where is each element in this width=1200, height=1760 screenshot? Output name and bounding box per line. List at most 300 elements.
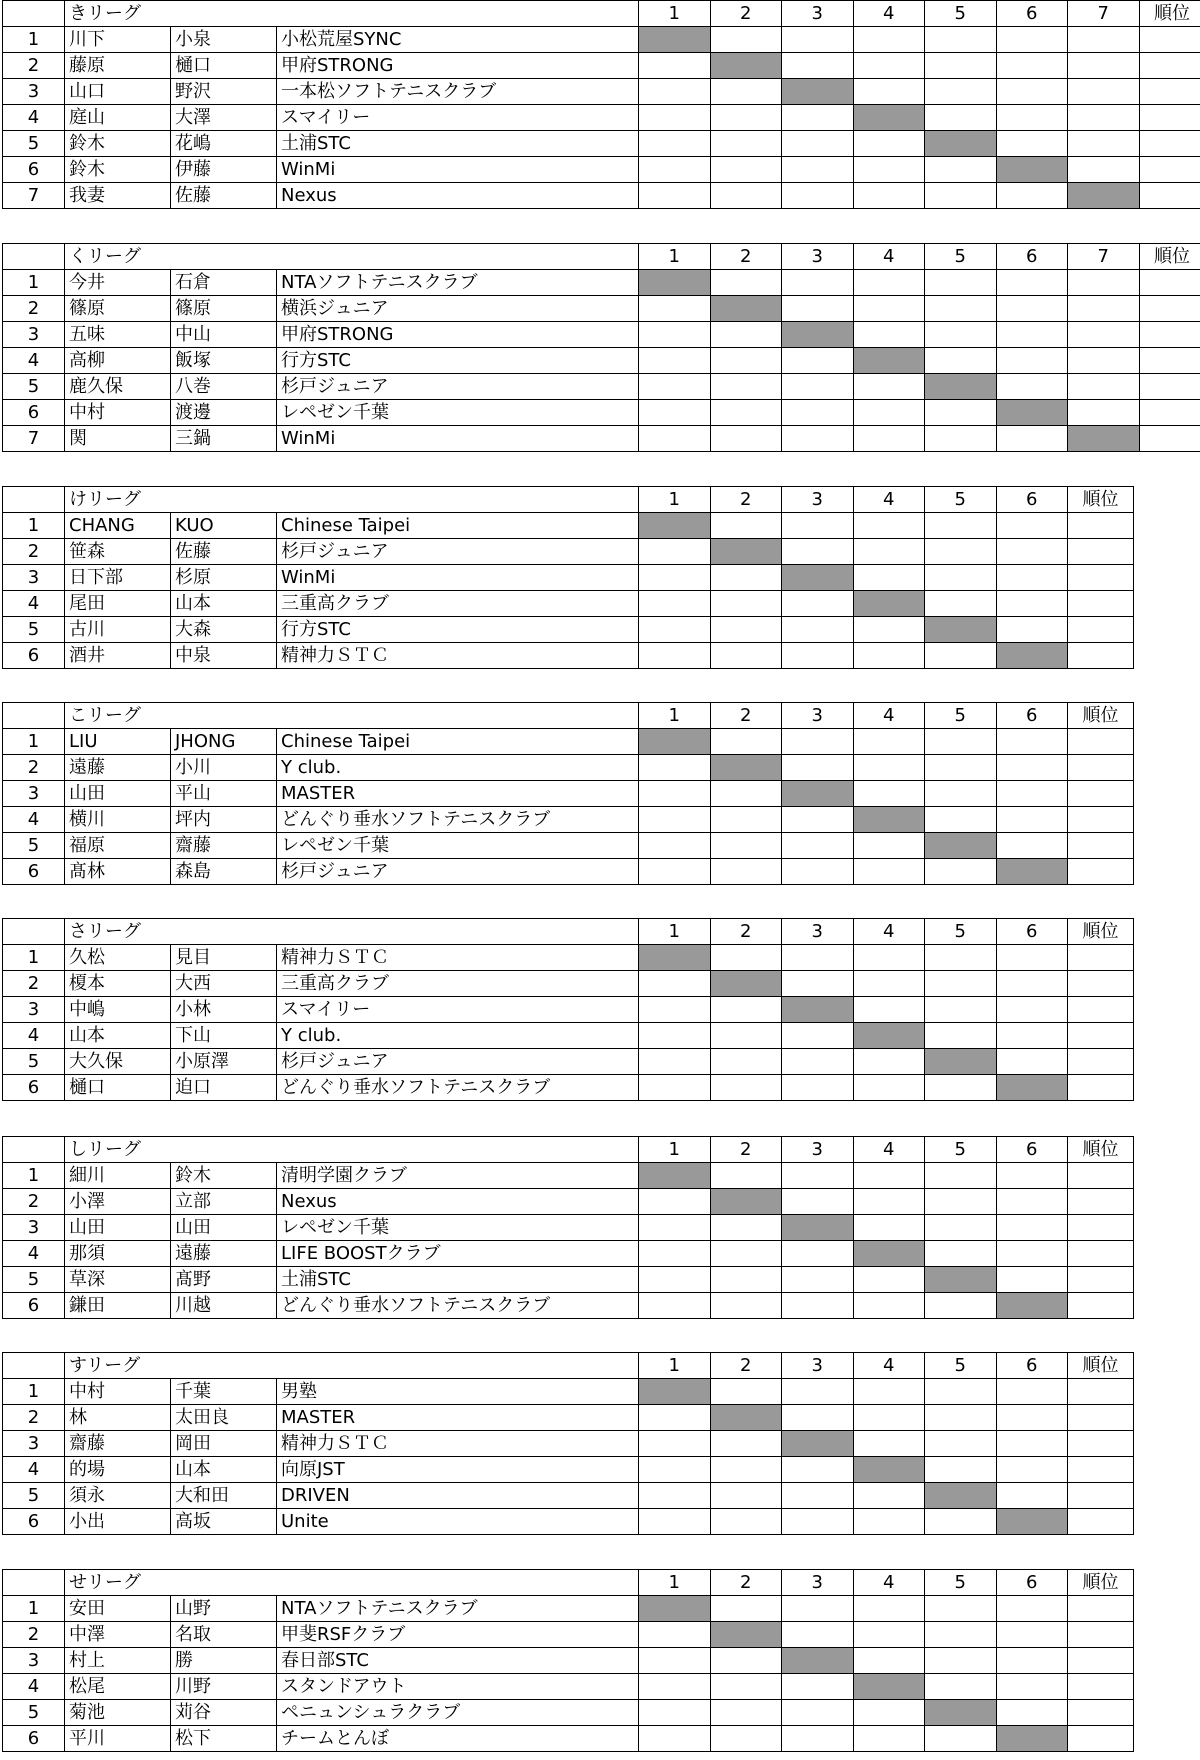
match-result-cell	[639, 1431, 711, 1457]
match-column-header: 6	[996, 1137, 1068, 1163]
match-column-header: 2	[710, 703, 782, 729]
table-row	[3, 348, 1200, 374]
match-result-cell	[639, 1648, 711, 1674]
rank-cell	[1068, 1075, 1134, 1101]
match-result-cell	[996, 565, 1068, 591]
self-match-cell	[782, 1648, 854, 1674]
team-name: 小松荒屋SYNC	[277, 27, 639, 53]
entry-number: 2	[3, 53, 65, 79]
entry-number: 1	[3, 1596, 65, 1622]
match-result-cell	[853, 53, 925, 79]
table-row	[3, 1215, 1134, 1241]
rank-cell	[1068, 1049, 1134, 1075]
player-1-name: CHANG	[65, 513, 171, 539]
match-result-cell	[710, 1648, 782, 1674]
match-result-cell	[853, 79, 925, 105]
match-result-cell	[639, 565, 711, 591]
player-2-name: 松下	[171, 1726, 277, 1752]
match-result-cell	[925, 539, 997, 565]
player-2-name: 勝	[171, 1648, 277, 1674]
match-column-header: 6	[996, 1570, 1068, 1596]
self-match-cell	[782, 1431, 854, 1457]
table-row	[3, 1163, 1134, 1189]
rank-cell	[1068, 1267, 1134, 1293]
match-result-cell	[710, 1674, 782, 1700]
match-column-header: 7	[1068, 1, 1140, 27]
league-header-row	[3, 1137, 1134, 1163]
self-match-cell	[996, 859, 1068, 885]
player-1-name: 酒井	[65, 643, 171, 669]
entry-number: 1	[3, 1379, 65, 1405]
match-result-cell	[925, 781, 997, 807]
match-result-cell	[925, 322, 997, 348]
match-result-cell	[925, 1379, 997, 1405]
match-result-cell	[996, 617, 1068, 643]
self-match-cell	[782, 1215, 854, 1241]
match-result-cell	[710, 374, 782, 400]
match-result-cell	[996, 426, 1068, 452]
entry-number: 6	[3, 1075, 65, 1101]
match-column-header: 2	[710, 487, 782, 513]
entry-number: 2	[3, 296, 65, 322]
match-result-cell	[639, 131, 711, 157]
match-result-cell	[710, 27, 782, 53]
player-2-name: 大澤	[171, 105, 277, 131]
self-match-cell	[639, 945, 711, 971]
match-result-cell	[925, 1241, 997, 1267]
match-column-header: 5	[925, 487, 997, 513]
match-result-cell	[996, 131, 1068, 157]
rank-cell	[1139, 183, 1200, 209]
league-header-row	[3, 244, 1200, 270]
team-name: WinMi	[277, 157, 639, 183]
player-1-name: 細川	[65, 1163, 171, 1189]
match-result-cell	[639, 833, 711, 859]
player-2-name: 山田	[171, 1215, 277, 1241]
header-blank-cell	[3, 1570, 65, 1596]
team-name: ペニュンシュラクラブ	[277, 1700, 639, 1726]
table-row	[3, 79, 1200, 105]
match-result-cell	[853, 1189, 925, 1215]
match-result-cell	[996, 1622, 1068, 1648]
self-match-cell	[782, 322, 854, 348]
match-result-cell	[782, 1726, 854, 1752]
team-name: 三重高クラブ	[277, 971, 639, 997]
match-column-header: 5	[925, 1353, 997, 1379]
player-1-name: 尾田	[65, 591, 171, 617]
player-1-name: 平川	[65, 1726, 171, 1752]
rank-cell	[1068, 1163, 1134, 1189]
match-result-cell	[853, 643, 925, 669]
match-result-cell	[782, 755, 854, 781]
match-result-cell	[782, 1700, 854, 1726]
rank-cell	[1068, 617, 1134, 643]
match-result-cell	[639, 1215, 711, 1241]
team-name: 甲斐RSFクラブ	[277, 1622, 639, 1648]
match-result-cell	[710, 79, 782, 105]
match-result-cell	[925, 426, 997, 452]
match-result-cell	[710, 945, 782, 971]
match-column-header: 2	[710, 1353, 782, 1379]
match-result-cell	[782, 1293, 854, 1319]
match-result-cell	[996, 1379, 1068, 1405]
rank-cell	[1068, 1189, 1134, 1215]
match-result-cell	[853, 729, 925, 755]
match-result-cell	[925, 79, 997, 105]
entry-number: 4	[3, 807, 65, 833]
player-1-name: 福原	[65, 833, 171, 859]
table-row	[3, 781, 1134, 807]
rank-cell	[1068, 1379, 1134, 1405]
team-name: レペゼン千葉	[277, 833, 639, 859]
entry-number: 7	[3, 183, 65, 209]
entry-number: 4	[3, 1241, 65, 1267]
table-row	[3, 1700, 1134, 1726]
match-column-header: 5	[925, 703, 997, 729]
match-result-cell	[782, 27, 854, 53]
match-column-header: 1	[639, 244, 711, 270]
match-result-cell	[710, 1241, 782, 1267]
table-row	[3, 1405, 1134, 1431]
match-result-cell	[782, 971, 854, 997]
match-result-cell	[925, 1726, 997, 1752]
league-name: けリーグ	[65, 487, 639, 513]
player-1-name: 山本	[65, 1023, 171, 1049]
entry-number: 4	[3, 1023, 65, 1049]
player-2-name: 見目	[171, 945, 277, 971]
rank-cell	[1068, 729, 1134, 755]
table-row	[3, 296, 1200, 322]
match-result-cell	[925, 997, 997, 1023]
player-1-name: 中嶋	[65, 997, 171, 1023]
match-result-cell	[853, 617, 925, 643]
match-result-cell	[782, 1075, 854, 1101]
match-result-cell	[1068, 157, 1140, 183]
match-result-cell	[639, 755, 711, 781]
team-name: 三重高クラブ	[277, 591, 639, 617]
table-row	[3, 105, 1200, 131]
match-result-cell	[782, 400, 854, 426]
team-name: MASTER	[277, 781, 639, 807]
match-result-cell	[639, 1075, 711, 1101]
team-name: Y club.	[277, 755, 639, 781]
rank-cell	[1068, 1431, 1134, 1457]
match-result-cell	[1068, 348, 1140, 374]
match-column-header: 6	[996, 244, 1068, 270]
league-table	[2, 1352, 1134, 1535]
match-result-cell	[782, 374, 854, 400]
match-result-cell	[925, 400, 997, 426]
team-name: 甲府STRONG	[277, 53, 639, 79]
match-result-cell	[996, 833, 1068, 859]
match-result-cell	[639, 322, 711, 348]
player-1-name: 髙林	[65, 859, 171, 885]
player-2-name: 杉原	[171, 565, 277, 591]
player-1-name: 鎌田	[65, 1293, 171, 1319]
rank-column-header: 順位	[1139, 1, 1200, 27]
match-result-cell	[925, 755, 997, 781]
entry-number: 6	[3, 643, 65, 669]
match-result-cell	[925, 643, 997, 669]
match-result-cell	[853, 833, 925, 859]
self-match-cell	[710, 539, 782, 565]
match-result-cell	[710, 513, 782, 539]
self-match-cell	[710, 971, 782, 997]
self-match-cell	[639, 513, 711, 539]
match-result-cell	[782, 157, 854, 183]
league-name: くリーグ	[65, 244, 639, 270]
table-row	[3, 131, 1200, 157]
match-result-cell	[996, 971, 1068, 997]
match-result-cell	[639, 1049, 711, 1075]
match-column-header: 1	[639, 1570, 711, 1596]
player-2-name: 齋藤	[171, 833, 277, 859]
player-2-name: 小原澤	[171, 1049, 277, 1075]
self-match-cell	[639, 27, 711, 53]
match-result-cell	[925, 296, 997, 322]
match-result-cell	[853, 513, 925, 539]
self-match-cell	[1068, 183, 1140, 209]
match-result-cell	[710, 833, 782, 859]
entry-number: 5	[3, 1049, 65, 1075]
match-result-cell	[853, 1163, 925, 1189]
league-table	[2, 918, 1134, 1101]
player-1-name: LIU	[65, 729, 171, 755]
player-2-name: 小川	[171, 755, 277, 781]
match-result-cell	[639, 400, 711, 426]
match-result-cell	[925, 1293, 997, 1319]
table-row	[3, 1457, 1134, 1483]
match-result-cell	[853, 1622, 925, 1648]
match-result-cell	[710, 591, 782, 617]
team-name: Nexus	[277, 183, 639, 209]
entry-number: 4	[3, 105, 65, 131]
entry-number: 6	[3, 1509, 65, 1535]
match-result-cell	[925, 513, 997, 539]
match-result-cell	[710, 131, 782, 157]
player-1-name: 樋口	[65, 1075, 171, 1101]
player-1-name: 村上	[65, 1648, 171, 1674]
team-name: 男塾	[277, 1379, 639, 1405]
match-result-cell	[925, 1674, 997, 1700]
player-1-name: 中村	[65, 400, 171, 426]
league-table	[2, 702, 1134, 885]
match-result-cell	[853, 1049, 925, 1075]
player-1-name: 鈴木	[65, 157, 171, 183]
match-column-header: 2	[710, 1137, 782, 1163]
match-result-cell	[996, 53, 1068, 79]
entry-number: 3	[3, 997, 65, 1023]
match-result-cell	[853, 1379, 925, 1405]
match-result-cell	[853, 971, 925, 997]
self-match-cell	[639, 270, 711, 296]
entry-number: 4	[3, 1674, 65, 1700]
entry-number: 1	[3, 1163, 65, 1189]
rank-cell	[1068, 565, 1134, 591]
self-match-cell	[710, 755, 782, 781]
match-result-cell	[1068, 322, 1140, 348]
rank-cell	[1068, 1674, 1134, 1700]
self-match-cell	[925, 833, 997, 859]
header-blank-cell	[3, 487, 65, 513]
rank-cell	[1139, 53, 1200, 79]
player-2-name: 遠藤	[171, 1241, 277, 1267]
table-row	[3, 1596, 1134, 1622]
team-name: 行方STC	[277, 348, 639, 374]
team-name: DRIVEN	[277, 1483, 639, 1509]
match-result-cell	[782, 131, 854, 157]
match-result-cell	[639, 1241, 711, 1267]
match-column-header: 5	[925, 1137, 997, 1163]
match-result-cell	[996, 1267, 1068, 1293]
match-result-cell	[853, 27, 925, 53]
team-name: Y club.	[277, 1023, 639, 1049]
self-match-cell	[853, 1241, 925, 1267]
team-name: 行方STC	[277, 617, 639, 643]
league-table	[2, 1569, 1134, 1752]
player-2-name: 花嶋	[171, 131, 277, 157]
player-1-name: 川下	[65, 27, 171, 53]
table-row	[3, 1241, 1134, 1267]
match-result-cell	[782, 1049, 854, 1075]
match-result-cell	[996, 348, 1068, 374]
entry-number: 5	[3, 617, 65, 643]
table-row	[3, 1622, 1134, 1648]
match-result-cell	[710, 807, 782, 833]
match-column-header: 5	[925, 1, 997, 27]
match-column-header: 2	[710, 1570, 782, 1596]
match-result-cell	[782, 1622, 854, 1648]
player-2-name: JHONG	[171, 729, 277, 755]
self-match-cell	[639, 729, 711, 755]
team-name: どんぐり垂水ソフトテニスクラブ	[277, 807, 639, 833]
match-column-header: 1	[639, 1353, 711, 1379]
entry-number: 3	[3, 1215, 65, 1241]
match-result-cell	[996, 729, 1068, 755]
match-column-header: 3	[782, 1, 854, 27]
player-2-name: 飯塚	[171, 348, 277, 374]
match-result-cell	[639, 1483, 711, 1509]
match-result-cell	[853, 1648, 925, 1674]
match-result-cell	[925, 105, 997, 131]
match-result-cell	[782, 807, 854, 833]
self-match-cell	[710, 296, 782, 322]
rank-cell	[1068, 997, 1134, 1023]
player-1-name: 林	[65, 1405, 171, 1431]
rank-cell	[1139, 296, 1200, 322]
player-2-name: 森島	[171, 859, 277, 885]
table-row	[3, 643, 1134, 669]
match-result-cell	[710, 1267, 782, 1293]
match-result-cell	[996, 539, 1068, 565]
team-name: NTAソフトテニスクラブ	[277, 1596, 639, 1622]
entry-number: 5	[3, 833, 65, 859]
match-result-cell	[639, 79, 711, 105]
match-result-cell	[925, 1509, 997, 1535]
match-result-cell	[996, 296, 1068, 322]
match-result-cell	[996, 1163, 1068, 1189]
table-row	[3, 1267, 1134, 1293]
match-result-cell	[710, 1049, 782, 1075]
match-result-cell	[996, 1023, 1068, 1049]
match-column-header: 3	[782, 919, 854, 945]
table-row	[3, 1674, 1134, 1700]
match-result-cell	[1068, 53, 1140, 79]
entry-number: 7	[3, 426, 65, 452]
match-result-cell	[925, 1075, 997, 1101]
match-result-cell	[853, 296, 925, 322]
rank-cell	[1068, 1293, 1134, 1319]
match-result-cell	[853, 1267, 925, 1293]
league-header-row	[3, 1353, 1134, 1379]
match-result-cell	[925, 1431, 997, 1457]
player-2-name: 大森	[171, 617, 277, 643]
player-1-name: 鈴木	[65, 131, 171, 157]
player-1-name: 鹿久保	[65, 374, 171, 400]
entry-number: 6	[3, 859, 65, 885]
team-name: 清明学園クラブ	[277, 1163, 639, 1189]
match-result-cell	[782, 1405, 854, 1431]
match-result-cell	[639, 105, 711, 131]
entry-number: 2	[3, 539, 65, 565]
player-1-name: 山口	[65, 79, 171, 105]
player-2-name: 佐藤	[171, 183, 277, 209]
player-2-name: 太田良	[171, 1405, 277, 1431]
entry-number: 2	[3, 1622, 65, 1648]
match-column-header: 2	[710, 919, 782, 945]
player-1-name: 久松	[65, 945, 171, 971]
entry-number: 4	[3, 1457, 65, 1483]
match-result-cell	[782, 270, 854, 296]
entry-number: 3	[3, 1648, 65, 1674]
table-row	[3, 27, 1200, 53]
league-table	[2, 1136, 1134, 1319]
match-result-cell	[853, 1700, 925, 1726]
rank-cell	[1068, 1509, 1134, 1535]
match-result-cell	[639, 971, 711, 997]
player-2-name: 大和田	[171, 1483, 277, 1509]
match-result-cell	[853, 1726, 925, 1752]
match-result-cell	[925, 591, 997, 617]
rank-cell	[1068, 807, 1134, 833]
match-result-cell	[925, 1163, 997, 1189]
self-match-cell	[1068, 426, 1140, 452]
player-1-name: 菊池	[65, 1700, 171, 1726]
team-name: 精神力ＳＴＣ	[277, 643, 639, 669]
table-row	[3, 1049, 1134, 1075]
player-1-name: 小澤	[65, 1189, 171, 1215]
match-column-header: 3	[782, 487, 854, 513]
entry-number: 3	[3, 565, 65, 591]
match-result-cell	[710, 1075, 782, 1101]
match-result-cell	[710, 1700, 782, 1726]
table-row	[3, 1648, 1134, 1674]
player-1-name: 榎本	[65, 971, 171, 997]
table-row	[3, 1023, 1134, 1049]
match-result-cell	[639, 1267, 711, 1293]
match-result-cell	[996, 755, 1068, 781]
match-result-cell	[853, 1431, 925, 1457]
match-result-cell	[925, 27, 997, 53]
header-blank-cell	[3, 1, 65, 27]
player-2-name: 名取	[171, 1622, 277, 1648]
match-result-cell	[996, 1596, 1068, 1622]
player-1-name: 庭山	[65, 105, 171, 131]
league-header-row	[3, 487, 1134, 513]
rank-cell	[1139, 400, 1200, 426]
match-result-cell	[782, 348, 854, 374]
rank-cell	[1068, 971, 1134, 997]
